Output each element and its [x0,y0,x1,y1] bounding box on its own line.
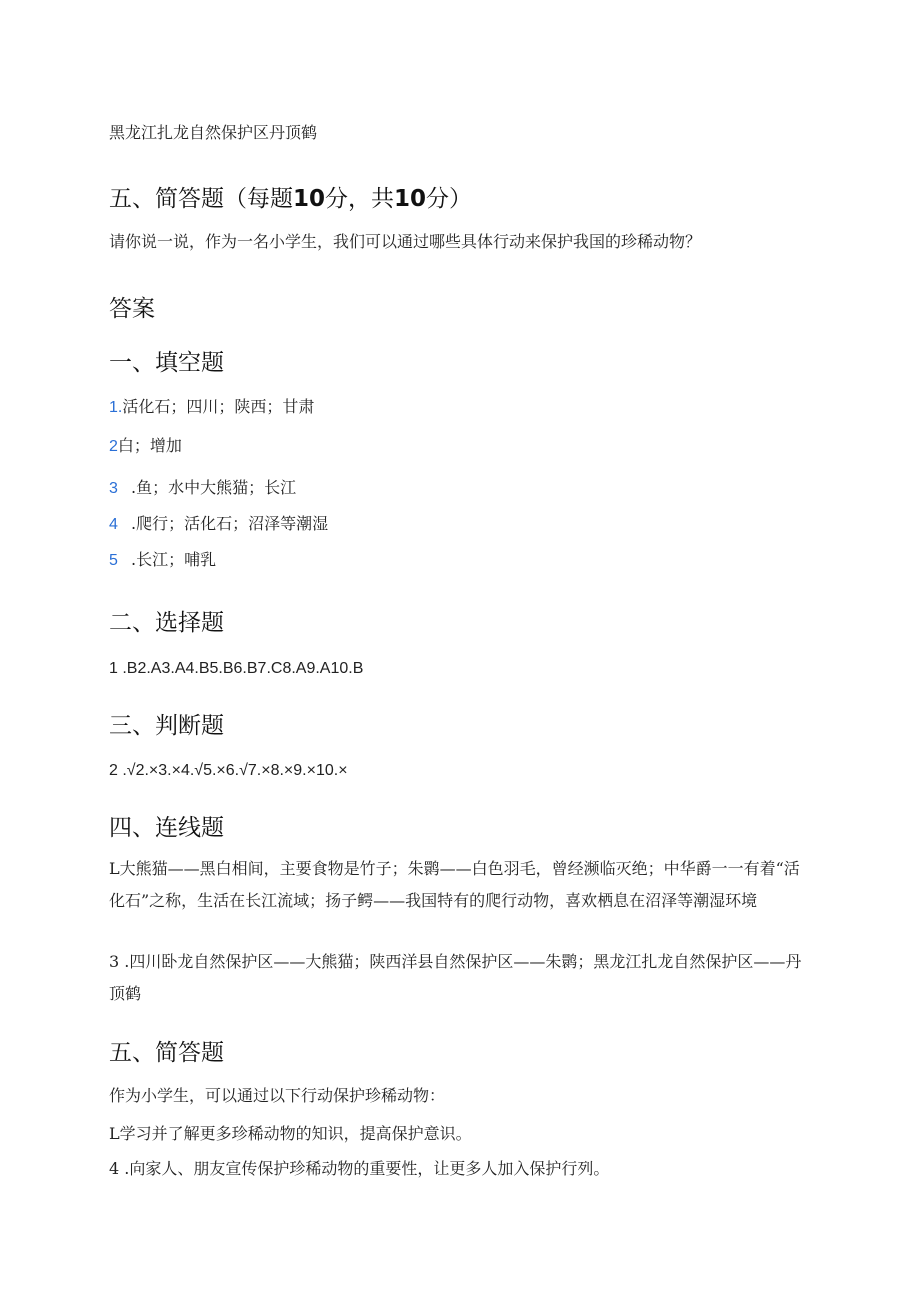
sec1-heading: 一、填空题 [109,350,224,376]
sec2-heading: 二、选择题 [109,610,224,636]
sec1-item-5: 5 .长江；哺乳 [109,550,217,569]
top-line: 黑龙江扎龙自然保护区丹顶鹤 [109,123,318,142]
sec5-item-1: L学习并了解更多珍稀动物的知识，提高保护意识。 [109,1124,472,1143]
sec4-paragraph-2: 3 .四川卧龙自然保护区——大熊猫；陕西洋县自然保护区——朱鹮；黑龙江扎龙自然保护区——丹顶鹤 [109,952,802,1003]
sec5-item-2: 4 .向家人、朋友宣传保护珍稀动物的重要性，让更多人加入保护行列。 [109,1159,610,1178]
sec1-item-3: 3 .鱼；水中大熊猫；长江 [109,478,297,497]
sec4-paragraph-1: L大熊猫——黑白相间，主要食物是竹子；朱鹮——白色羽毛，曾经濒临灭绝；中华爵一一有着“活化石”之称，生活在长江流域；扬子鳄——我国特有的爬行动物，喜欢栖息在沼泽等潮湿环境 [109,859,800,910]
sec1-item-2: 2白；增加 [109,436,182,455]
sec5-intro: 作为小学生，可以通过以下行动保护珍稀动物： [109,1086,446,1105]
sec2-answers: 1 .B2.A3.A4.B5.B6.B7.C8.A9.A10.B [109,660,364,677]
sec5-heading: 五、简答题 [109,1040,224,1066]
sec1-item-1: 1.活化石；四川；陕西；甘肃 [109,397,315,416]
sec3-heading: 三、判断题 [109,713,224,739]
sec4-heading: 四、连线题 [109,815,224,841]
section5-question-heading: 五、简答题（每题10分，共10分） [109,186,473,212]
answers-heading: 答案 [109,296,155,322]
section5-question-text: 请你说一说，作为一名小学生，我们可以通过哪些具体行动来保护我国的珍稀动物？ [109,232,702,251]
sec3-answers: 2 .√2.×3.×4.√5.×6.√7.×8.×9.×10.× [109,762,348,779]
sec1-item-4: 4 .爬行；活化石；沼泽等潮湿 [109,514,329,533]
